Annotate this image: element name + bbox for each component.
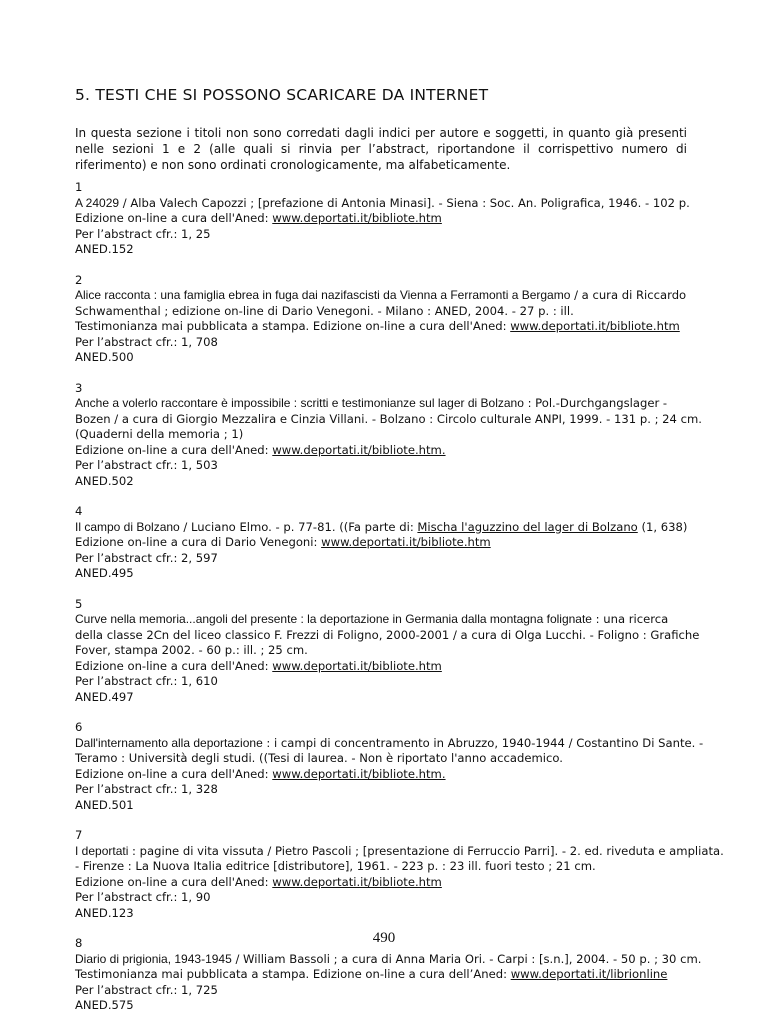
entry-title: Diario di prigionia, 1943-1945	[75, 951, 232, 966]
section-intro: In questa sezione i titoli non sono corredati dagli indici per autore e soggetti, in quanto già presenti nelle sezioni 1 e 2 (alle quali si rinvia per l’abstract, riportandone il corrispettivo numero di riferimento) e non sono ordinati cronologicamente, ma alfabeticamente.	[75, 126, 687, 172]
entry-first-line	[75, 520, 695, 536]
entry-title: Anche a volerlo raccontare è impossibile : scritti e testimonianze sul lager di Bolzano	[75, 396, 524, 410]
bibliography-entry	[75, 273, 695, 366]
entry-first-line	[75, 951, 702, 968]
entry-description: : pagine di vita vissuta / Pietro Pascoli ; [presentazione di Ferruccio Parri]. - 2. ed. riveduta e ampliata.	[128, 843, 724, 858]
entry-title: Il campo di Bolzano	[75, 519, 180, 534]
online-edition-line	[75, 659, 695, 675]
online-edition-line	[75, 967, 695, 983]
entry-description-line: Bozen / a cura di Giorgio Mezzalira e Cinzia Villani. - Bolzano : Circolo culturale ANPI, 1999. - 131 p. ; 24 cm.	[75, 411, 702, 426]
abstract-reference: Per l’abstract cfr.: 1, 503	[75, 458, 218, 472]
entry-first-line	[75, 612, 695, 628]
entry-description: / a cura di Riccardo	[570, 288, 687, 302]
part-of-link[interactable]: Mischa l'aguzzino del lager di Bolzano	[417, 519, 638, 534]
online-edition-label: Edizione on-line a cura di Dario Venegoni:	[75, 535, 322, 549]
online-edition-label: Edizione on-line a cura dell'Aned:	[75, 442, 273, 457]
abstract-reference: Per l’abstract cfr.: 1, 25	[75, 226, 211, 241]
online-edition-link[interactable]: www.deportati.it/bibliote.htm	[272, 211, 442, 225]
page-number: 490	[372, 930, 396, 946]
online-edition-label: Edizione on-line a cura dell'Aned:	[75, 874, 273, 889]
part-of-reference: (1, 638)	[637, 519, 688, 534]
catalog-code: ANED.497	[75, 689, 134, 704]
entry-description: : i campi di concentramento in Abruzzo, 1940-1944 / Costantino Di Sante. -	[262, 735, 704, 750]
section-heading: 5. TESTI CHE SI POSSONO SCARICARE DA INTERNET	[75, 86, 489, 104]
abstract-reference: Per l’abstract cfr.: 1, 725	[75, 982, 218, 997]
online-edition-line	[75, 211, 695, 227]
online-edition-label: Edizione on-line a cura dell'Aned:	[75, 766, 273, 781]
online-edition-link[interactable]: www.deportati.it/bibliote.htm	[321, 535, 491, 549]
catalog-code: ANED.495	[75, 566, 134, 580]
bibliography-entry	[75, 936, 702, 1014]
entry-description-line: Teramo : Università degli studi. ((Tesi di laurea. - Non è riportato l'anno accademico.	[75, 751, 563, 765]
online-edition-label: Edizione on-line a cura dell'Aned:	[75, 211, 273, 225]
catalog-code: ANED.123	[75, 905, 134, 920]
online-edition-label: Testimonianza mai pubblicata a stampa. Edizione on-line a cura dell’Aned:	[75, 967, 511, 981]
online-edition-link[interactable]: www.deportati.it/bibliote.htm.	[272, 766, 446, 781]
entry-number: 2	[75, 272, 83, 287]
entry-number: 3	[75, 380, 83, 395]
entry-list	[75, 180, 724, 1029]
online-edition-link[interactable]: www.deportati.it/librionline	[510, 967, 668, 981]
online-edition-link[interactable]: www.deportati.it/bibliote.htm	[510, 319, 680, 333]
entry-description-line: Schwamenthal ; edizione on-line di Dario Venegoni. - Milano : ANED, 2004. - 27 p. : ill.	[75, 303, 574, 318]
entry-description-line: (Quaderni della memoria ; 1)	[75, 427, 244, 441]
catalog-code: ANED.502	[75, 473, 134, 488]
abstract-reference: Per l’abstract cfr.: 1, 610	[75, 674, 218, 688]
bibliography-entry	[75, 720, 704, 813]
online-edition-link[interactable]: www.deportati.it/bibliote.htm.	[272, 442, 446, 457]
bibliography-entry	[75, 596, 700, 706]
entry-description: / William Bassoli ; a cura di Anna Maria Ori. - Carpi : [s.n.], 2004. - 50 p. ; 30 cm.	[231, 951, 702, 966]
entry-title: A 24029	[75, 195, 120, 210]
catalog-code: ANED.575	[75, 998, 134, 1012]
catalog-code: ANED.501	[75, 797, 134, 812]
entry-number: 5	[75, 596, 83, 611]
entry-number: 4	[75, 504, 83, 518]
entry-title: Dall'internamento alla deportazione	[75, 735, 263, 750]
online-edition-line	[75, 443, 695, 459]
online-edition-line	[75, 875, 695, 891]
entry-title: Alice racconta : una famiglia ebrea in fuga dai nazifascisti da Vienna a Ferramonti a Bergamo	[75, 288, 571, 302]
bibliography-entry	[75, 380, 702, 490]
abstract-reference: Per l’abstract cfr.: 2, 597	[75, 550, 218, 565]
entry-description: : una ricerca	[591, 612, 669, 626]
online-edition-link[interactable]: www.deportati.it/bibliote.htm	[272, 658, 442, 673]
online-edition-label: Testimonianza mai pubblicata a stampa. Edizione on-line a cura dell'Aned:	[75, 319, 511, 333]
entry-number: 7	[75, 828, 83, 842]
entry-title: I deportati	[75, 843, 129, 858]
entry-description-line: - Firenze : La Nuova Italia editrice [distributore], 1961. - 223 p. : 23 ill. fuori testo ; 21 cm.	[75, 859, 596, 873]
abstract-reference: Per l’abstract cfr.: 1, 328	[75, 782, 218, 796]
entry-description-line: Fover, stampa 2002. - 60 p.: ill. ; 25 cm.	[75, 643, 308, 657]
entry-description: : Pol.-Durchgangslager -	[523, 396, 668, 410]
entry-number: 1	[75, 180, 83, 194]
online-edition-link[interactable]: www.deportati.it/bibliote.htm	[272, 874, 442, 889]
entry-first-line	[75, 288, 695, 304]
online-edition-label: Edizione on-line a cura dell'Aned:	[75, 658, 273, 673]
abstract-reference: Per l’abstract cfr.: 1, 90	[75, 890, 211, 904]
entry-number: 8	[75, 936, 83, 950]
online-edition-line	[75, 319, 695, 335]
entry-title: Curve nella memoria...angoli del presente : la deportazione in Germania dalla montagna folignate	[75, 612, 592, 626]
catalog-code: ANED.152	[75, 242, 134, 256]
entry-description: / Luciano Elmo. - p. 77-81. ((Fa parte di:	[179, 519, 418, 534]
entry-description: / Alba Valech Capozzi ; [prefazione di Antonia Minasi]. - Siena : Soc. An. Poligrafica, 1946. - 102 p.	[119, 195, 690, 210]
entry-first-line	[75, 843, 724, 860]
bibliography-entry	[75, 504, 695, 582]
catalog-code: ANED.500	[75, 350, 134, 364]
bibliography-entry	[75, 828, 724, 921]
abstract-reference: Per l’abstract cfr.: 1, 708	[75, 334, 218, 349]
entry-first-line	[75, 196, 695, 212]
entry-description-line: della classe 2Cn del liceo classico F. Frezzi di Foligno, 2000-2001 / a cura di Olga Lucchi. - Foligno : Grafiche	[75, 627, 700, 642]
bibliography-entry	[75, 180, 695, 258]
online-edition-line	[75, 767, 695, 783]
entry-first-line	[75, 735, 704, 752]
entry-first-line	[75, 396, 695, 412]
online-edition-line	[75, 535, 695, 551]
entry-number: 6	[75, 720, 83, 734]
